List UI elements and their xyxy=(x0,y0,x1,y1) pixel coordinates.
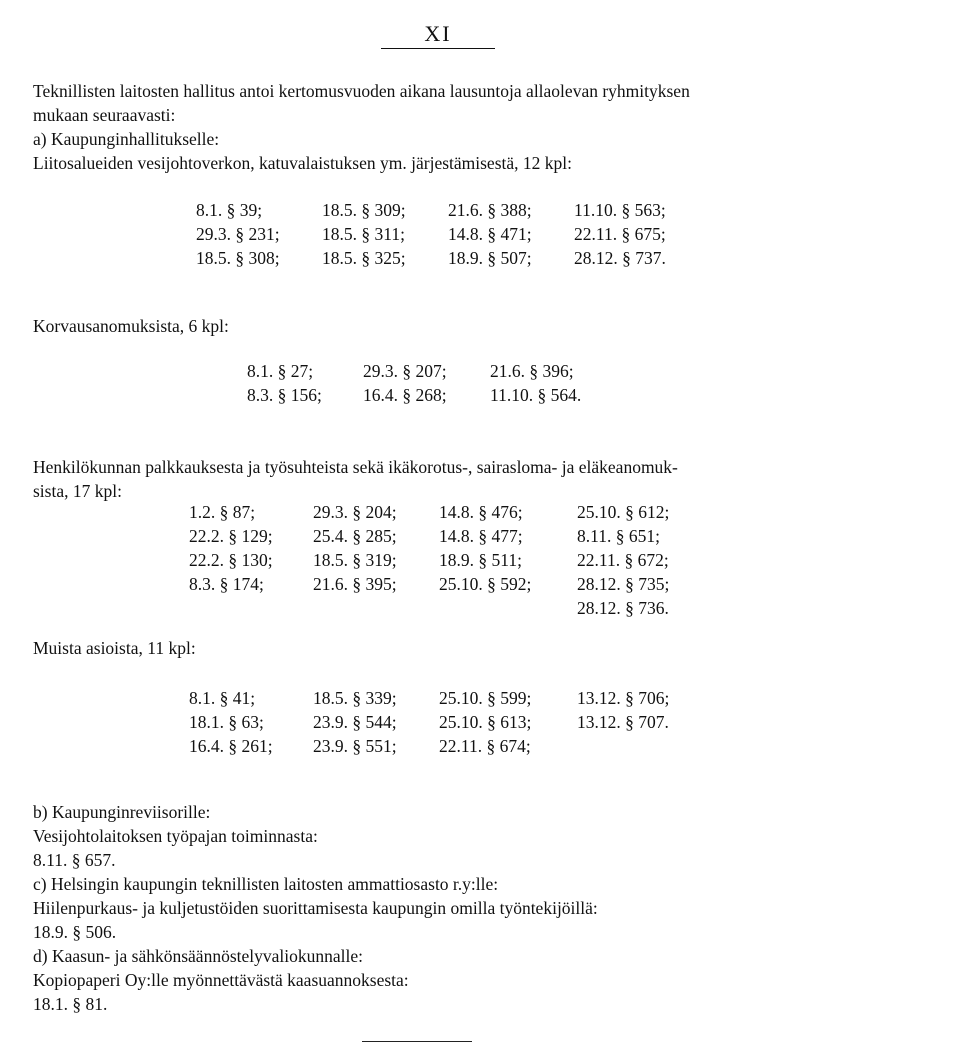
table-cell: 25.10. § 599; xyxy=(439,688,532,708)
table-cell: 14.8. § 476; xyxy=(439,502,523,522)
table-cell: 18.5. § 319; xyxy=(313,550,397,570)
table-cell: 18.5. § 308; xyxy=(196,248,280,268)
table-row xyxy=(189,572,707,596)
intro-line-1: Teknillisten laitosten hallitus antoi kertomusvuoden aikana lausuntoja allaolevan ryhmityksen xyxy=(33,81,690,101)
section-d-subject: Kopiopaperi Oy:lle myönnettävästä kaasuannoksesta: xyxy=(33,970,409,990)
table-cell: 25.4. § 285; xyxy=(313,526,397,546)
table-row xyxy=(196,246,704,270)
table-cell: 13.12. § 706; xyxy=(577,688,670,708)
group4-heading: Muista asioista, 11 kpl: xyxy=(33,638,196,658)
table-cell: 28.12. § 736. xyxy=(577,598,669,618)
page-number: XI xyxy=(381,22,495,49)
intro-line-2: mukaan seuraavasti: xyxy=(33,105,176,125)
table-cell: 8.3. § 174; xyxy=(189,574,264,594)
table-row xyxy=(247,383,620,407)
section-c-reference: 18.9. § 506. xyxy=(33,922,117,942)
table-cell: 18.5. § 325; xyxy=(322,248,406,268)
section-d-reference: 18.1. § 81. xyxy=(33,994,108,1014)
table-row xyxy=(189,500,707,524)
table-row xyxy=(189,734,707,758)
section-c-subject: Hiilenpurkaus- ja kuljetustöiden suorittamisesta kaupungin omilla työntekijöillä: xyxy=(33,898,598,918)
table-cell: 16.4. § 261; xyxy=(189,736,273,756)
table-cell: 28.12. § 737. xyxy=(574,248,666,268)
section-d-heading: d) Kaasun- ja sähkönsäännöstelyvaliokunnalle: xyxy=(33,946,363,966)
table-cell: 21.6. § 396; xyxy=(490,361,574,381)
table-row xyxy=(196,222,704,246)
group3-heading-line-1: Henkilökunnan palkkauksesta ja työsuhteista sekä ikäkorotus-, sairasloma- ja eläkeanomuk- xyxy=(33,457,678,477)
table-cell: 8.1. § 27; xyxy=(247,361,314,381)
table-cell: 8.1. § 41; xyxy=(189,688,256,708)
table-cell: 8.11. § 651; xyxy=(577,526,660,546)
group3-table xyxy=(189,500,707,620)
table-cell: 29.3. § 231; xyxy=(196,224,280,244)
table-cell: 18.5. § 339; xyxy=(313,688,397,708)
section-b-heading: b) Kaupunginreviisorille: xyxy=(33,802,211,822)
table-cell: 18.1. § 63; xyxy=(189,712,264,732)
table-cell: 22.2. § 129; xyxy=(189,526,273,546)
closing-rule xyxy=(362,1041,472,1042)
table-cell: 25.10. § 612; xyxy=(577,502,670,522)
table-cell: 29.3. § 207; xyxy=(363,361,447,381)
group2-table xyxy=(247,359,620,407)
table-cell: 23.9. § 551; xyxy=(313,736,397,756)
table-cell: 21.6. § 388; xyxy=(448,200,532,220)
section-c xyxy=(33,872,913,944)
table-cell xyxy=(577,734,707,758)
table-cell: 11.10. § 563; xyxy=(574,200,666,220)
table-cell: 8.3. § 156; xyxy=(247,385,322,405)
table-cell: 22.2. § 130; xyxy=(189,550,273,570)
table-cell: 8.1. § 39; xyxy=(196,200,263,220)
table-cell: 22.11. § 672; xyxy=(577,550,669,570)
table-cell: 18.9. § 511; xyxy=(439,550,522,570)
table-cell: 11.10. § 564. xyxy=(490,385,582,405)
table-row xyxy=(189,710,707,734)
group4-table xyxy=(189,686,707,758)
table-cell: 22.11. § 674; xyxy=(439,736,531,756)
section-c-heading: c) Helsingin kaupungin teknillisten laitosten ammattiosasto r.y:lle: xyxy=(33,874,499,894)
section-b-subject: Vesijohtolaitoksen työpajan toiminnasta: xyxy=(33,826,318,846)
section-b xyxy=(33,800,913,872)
table-cell xyxy=(189,596,313,620)
table-row xyxy=(189,524,707,548)
intro-line-3: a) Kaupunginhallitukselle: xyxy=(33,129,220,149)
table-cell: 13.12. § 707. xyxy=(577,712,669,732)
table-cell: 18.9. § 507; xyxy=(448,248,532,268)
table-cell: 1.2. § 87; xyxy=(189,502,256,522)
group2-heading: Korvausanomuksista, 6 kpl: xyxy=(33,316,229,336)
table-cell: 14.8. § 477; xyxy=(439,526,523,546)
table-row xyxy=(196,198,704,222)
table-cell: 29.3. § 204; xyxy=(313,502,397,522)
group3-heading-line-2: sista, 17 kpl: xyxy=(33,481,122,501)
table-cell: 22.11. § 675; xyxy=(574,224,666,244)
table-cell: 16.4. § 268; xyxy=(363,385,447,405)
table-row xyxy=(189,686,707,710)
table-cell xyxy=(313,596,439,620)
table-cell: 18.5. § 311; xyxy=(322,224,405,244)
intro-line-4: Liitosalueiden vesijohtoverkon, katuvalaistuksen ym. järjestämisestä, 12 kpl: xyxy=(33,153,572,173)
section-d xyxy=(33,944,913,1016)
group1-table xyxy=(196,198,704,270)
table-cell xyxy=(439,596,577,620)
table-row xyxy=(247,359,620,383)
section-b-reference: 8.11. § 657. xyxy=(33,850,116,870)
table-cell: 14.8. § 471; xyxy=(448,224,532,244)
table-cell: 25.10. § 592; xyxy=(439,574,532,594)
table-cell: 23.9. § 544; xyxy=(313,712,397,732)
table-cell: 18.5. § 309; xyxy=(322,200,406,220)
table-row xyxy=(189,596,707,620)
table-cell: 28.12. § 735; xyxy=(577,574,670,594)
table-row xyxy=(189,548,707,572)
table-cell: 25.10. § 613; xyxy=(439,712,532,732)
intro-paragraph xyxy=(33,79,913,175)
table-cell: 21.6. § 395; xyxy=(313,574,397,594)
